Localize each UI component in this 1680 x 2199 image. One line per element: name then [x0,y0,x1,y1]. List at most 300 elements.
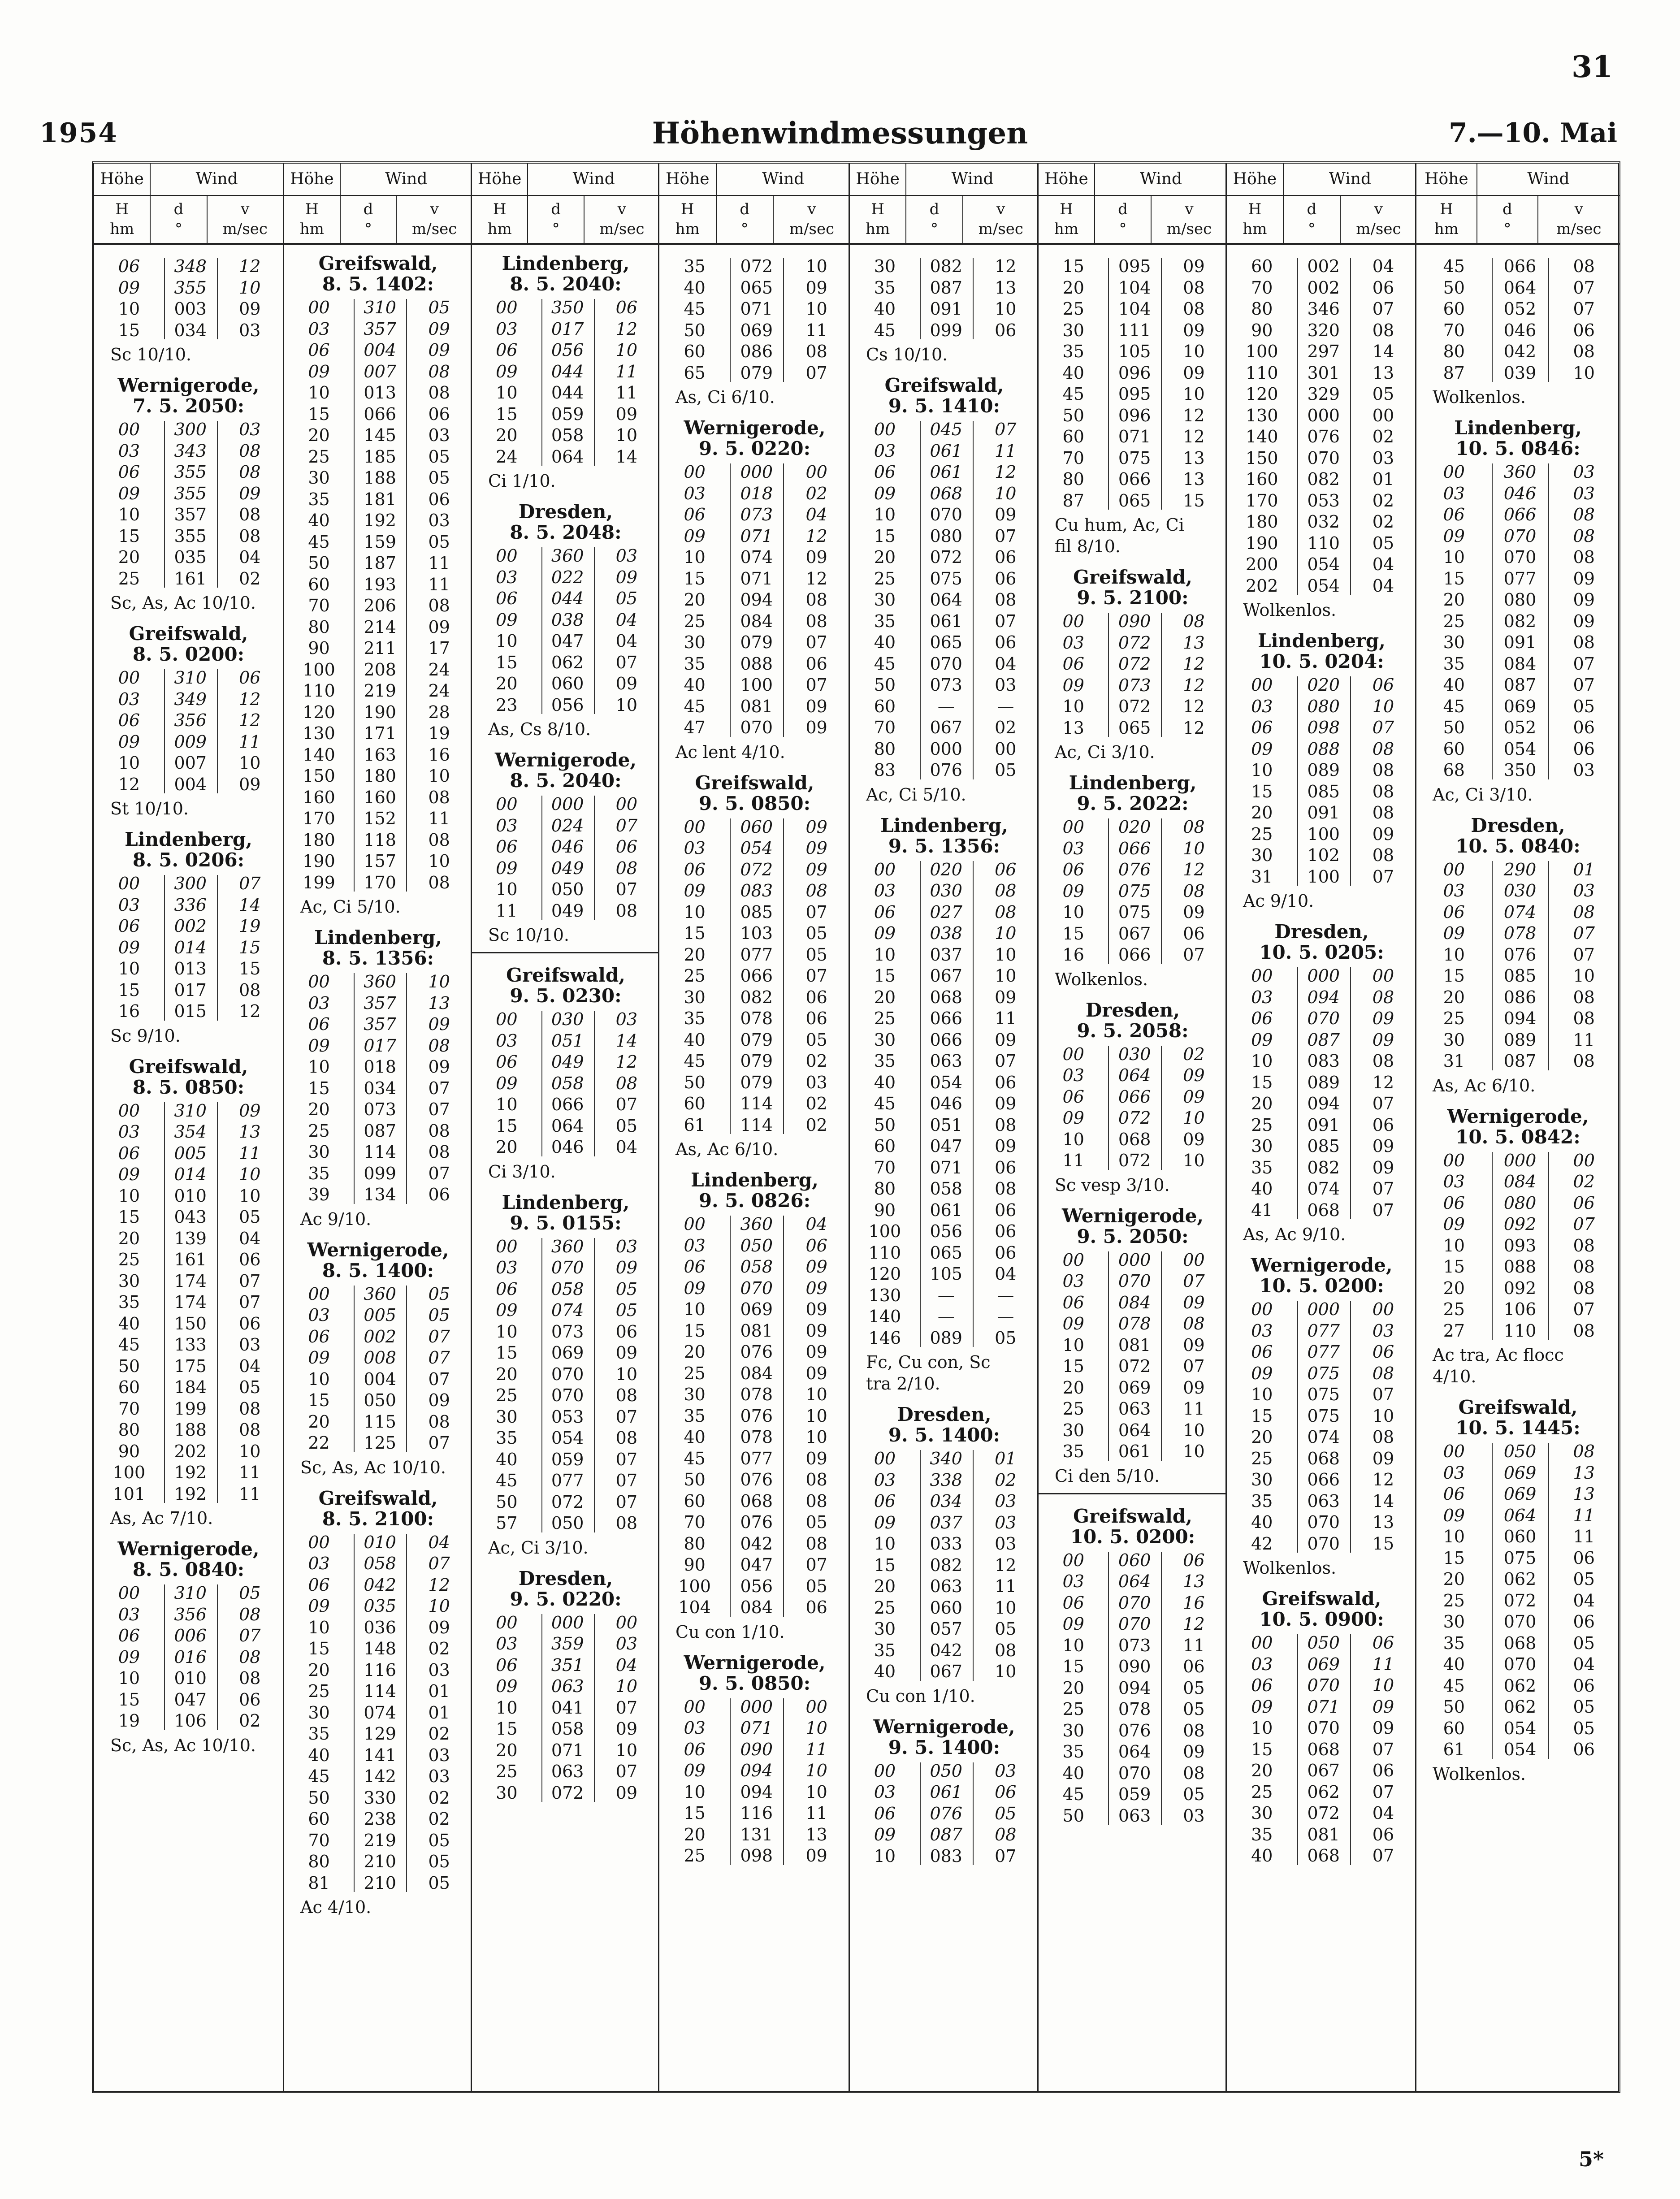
direction-value: 066 [364,404,396,424]
speed-value: 03 [995,1534,1017,1554]
direction-value: 082 [930,256,962,276]
measurement-row [1227,576,1416,597]
speed-value: 09 [805,859,827,879]
height-value: 09 [496,1073,518,1093]
station-block [94,623,283,819]
measurement-rows [1416,1150,1619,1342]
measurement-row [850,256,1039,277]
measurement-row [94,1420,283,1441]
speed-value: 08 [1372,739,1394,759]
height-value: 20 [496,674,518,693]
speed-value: 05 [805,1576,827,1596]
direction-value: 301 [1307,363,1340,383]
speed-value: 13 [995,277,1017,298]
direction-value: 077 [1503,568,1537,589]
measurement-row [94,1334,283,1356]
measurement-row [1039,1635,1227,1657]
height-value: 06 [118,1143,140,1163]
station-date-time: 9. 5. 2100: [1077,587,1189,609]
direction-value: 065 [740,277,773,298]
unit-symbol: H [115,200,129,218]
height-value: 30 [1251,845,1273,865]
direction-value: 075 [1118,881,1151,901]
measurement-row [659,1760,850,1782]
direction-value: 106 [174,1711,207,1731]
speed-value: 00 [615,1612,638,1632]
direction-value: 079 [740,632,773,652]
direction-value: 094 [740,1761,773,1780]
measurement-row [1039,256,1227,277]
direction-value: 015 [174,1001,207,1021]
height-value: 09 [496,361,518,381]
speed-value: 02 [805,1051,827,1071]
measurement-row [1416,1171,1619,1193]
height-value: 110 [1245,363,1278,383]
speed-value: 11 [805,320,827,340]
direction-value: 070 [1118,1763,1151,1783]
height-value: 03 [1443,881,1465,900]
unit-header [151,195,207,245]
column-header [284,164,472,245]
measurement-row [284,1532,472,1554]
direction-value: 030 [1118,1044,1151,1064]
height-value: 06 [496,340,518,360]
station-title [472,1568,659,1610]
direction-value: 047 [740,1555,773,1575]
column-body [1039,253,1227,1836]
speed-value: 03 [239,1335,261,1355]
measurement-row [1039,490,1227,512]
speed-value: 04 [995,654,1017,674]
measurement-row [284,510,472,532]
direction-value: 163 [364,745,396,765]
measurement-row [1039,1377,1227,1399]
direction-value: 082 [1307,469,1340,489]
measurement-row [1039,944,1227,966]
speed-value: 09 [1372,1157,1394,1177]
speed-value: 09 [1183,1065,1205,1085]
table-column [1225,164,1416,2091]
height-value: 06 [874,1803,896,1823]
direction-value: 142 [364,1766,396,1786]
direction-value: 054 [1503,1740,1537,1759]
measurement-row [284,1163,472,1185]
direction-value: 000 [1307,966,1340,986]
direction-value: 072 [1118,697,1151,716]
height-value: 03 [118,895,140,915]
measurement-row [284,702,472,723]
station-block [1227,256,1416,621]
measurement-row [94,568,283,590]
wind-header: Wind [1329,170,1371,188]
cloud-note: Sc vesp 3/10. [1055,1175,1170,1195]
direction-value: 072 [1118,1108,1151,1128]
direction-value: 054 [1503,1718,1537,1738]
height-value: 45 [1062,384,1084,404]
direction-value: 161 [174,1250,207,1269]
measurement-row [659,632,850,654]
speed-value: 05 [1372,533,1394,553]
measurement-row [1227,1299,1416,1320]
direction-value: 072 [1118,1356,1151,1376]
station-date-time: 10. 5. 0200: [1070,1525,1195,1548]
height-value: 06 [496,1052,518,1072]
measurement-row [1039,1699,1227,1720]
height-value: 40 [308,511,330,530]
direction-value: 077 [551,1471,584,1490]
height-value: 30 [496,1783,518,1803]
direction-value: 000 [551,1612,584,1632]
cloud-note: St 10/10. [110,799,189,818]
speed-value: 14 [615,1030,638,1051]
height-value: 06 [1062,860,1084,879]
measurement-row [1227,1320,1416,1342]
height-value: 40 [1251,1179,1273,1199]
height-header: Höhe [659,164,717,195]
speed-value: 10 [239,1186,261,1206]
direction-value: 329 [1307,384,1340,404]
speed-value: 10 [805,1427,827,1447]
height-value: 70 [874,1157,896,1177]
direction-value: 047 [174,1689,207,1710]
station-date-time: 8. 5. 2048: [510,521,622,543]
speed-value: 08 [428,1121,450,1141]
measurement-row [1227,490,1416,512]
direction-value: 017 [551,319,584,339]
direction-value: 063 [1118,1805,1151,1826]
height-value: 25 [684,1846,706,1866]
wind-header: Wind [385,170,428,188]
speed-value: 08 [615,1073,638,1093]
direction-value: 088 [1307,739,1340,759]
height-value: 30 [308,468,330,488]
station-title [472,253,659,294]
measurement-rows [472,794,659,922]
speed-value: 03 [239,420,261,439]
direction-value: 141 [364,1745,396,1765]
height-value: 190 [1245,533,1278,553]
height-value: 06 [1251,1675,1273,1695]
direction-value: 100 [740,675,773,695]
direction-value: 063 [930,1051,962,1071]
unit-header [284,195,341,245]
height-value: 09 [1443,526,1465,546]
measurement-row [284,1078,472,1100]
measurement-row [1039,426,1227,448]
height-value: 45 [496,1471,518,1490]
direction-value: 064 [1118,1742,1151,1762]
height-value: 90 [118,1441,140,1461]
height-value: 06 [1251,718,1273,737]
height-value: 35 [1251,1824,1273,1844]
direction-value: 070 [1307,1718,1340,1738]
direction-value: 084 [740,611,773,631]
height-value: 09 [308,361,330,381]
height-value: 30 [1251,1136,1273,1156]
speed-value: 06 [1183,1657,1205,1676]
height-value: 50 [496,1492,518,1512]
measurement-row [1039,1292,1227,1314]
direction-value: 074 [1503,902,1537,922]
station-block [284,253,472,918]
measurement-row [284,1305,472,1326]
speed-value: 07 [1573,944,1595,965]
direction-value: 067 [930,718,962,737]
height-value: 190 [303,851,335,871]
measurement-row [1039,277,1227,299]
speed-value: 09 [1573,611,1595,631]
measurement-row [284,1284,472,1305]
height-value: 50 [874,675,896,695]
speed-value: 05 [1573,1633,1595,1653]
station-block [1416,1397,1619,1785]
direction-value: 336 [174,895,207,915]
height-value: 40 [874,299,896,319]
measurement-row [94,1647,283,1668]
speed-value: 10 [995,923,1017,943]
measurement-row [1416,880,1619,902]
direction-value: 070 [1503,547,1537,567]
speed-value: 13 [805,1824,827,1844]
direction-value: 129 [364,1724,396,1744]
height-value: 15 [1251,1072,1273,1092]
direction-value: 063 [551,1762,584,1781]
height-value: 70 [1062,448,1084,468]
direction-value: 320 [1307,320,1340,340]
station-block [850,1717,1039,1867]
station-date-time: 9. 5. 0155: [510,1212,622,1234]
height-value: 12 [118,774,140,794]
unit-label: hm [675,220,700,238]
cloud-note: As, Ac 9/10. [1243,1225,1346,1244]
station-date-time: 9. 5. 2058: [1077,1019,1189,1042]
speed-value: 07 [615,879,638,899]
height-value: 00 [118,420,140,439]
measurement-row [1227,781,1416,803]
direction-value: 064 [1118,1065,1151,1085]
speed-value: 07 [615,1471,638,1490]
height-value: 09 [308,1348,330,1368]
speed-value: 05 [428,468,450,488]
speed-value: 08 [805,881,827,900]
station-date-time: 8. 5. 0840: [132,1558,245,1580]
direction-value: 076 [1118,860,1151,879]
height-value: 15 [118,320,140,340]
speed-value: 08 [428,872,450,892]
height-value: 130 [303,723,335,743]
direction-value: 356 [174,710,207,730]
direction-value: 052 [1503,299,1537,319]
speed-value: 08 [239,1398,261,1419]
height-value: 20 [308,1100,330,1119]
direction-value: 070 [1118,1614,1151,1634]
station-date-time: 9. 5. 1400: [888,1424,1000,1446]
measurement-row [94,710,283,732]
measurement-row [659,817,850,838]
height-value: 35 [1251,1491,1273,1511]
direction-value: 083 [740,881,773,900]
direction-value: 079 [740,1072,773,1092]
speed-value: 07 [615,1492,638,1512]
direction-value: 063 [930,1576,962,1596]
cloud-note: Sc, As, Ac 10/10. [110,593,256,613]
direction-value: 094 [1307,987,1340,1007]
wind-header: Wind [762,170,805,188]
measurement-row [1227,802,1416,824]
measurement-row [1416,965,1619,987]
direction-value: 074 [551,1300,584,1320]
measurement-row [659,1235,850,1257]
height-value: 60 [308,1809,330,1829]
speed-value: 12 [1183,675,1205,695]
speed-value: 03 [1573,760,1595,780]
speed-value: 09 [1183,256,1205,276]
direction-value: 064 [551,1116,584,1136]
speed-value: 08 [1573,902,1595,922]
speed-value: 09 [805,1363,827,1383]
direction-value: 070 [1503,1612,1537,1632]
measurement-row [472,1236,659,1258]
measurement-row [1416,1697,1619,1718]
speed-value: 08 [1573,1257,1595,1277]
height-value: 30 [308,1702,330,1723]
speed-value: 06 [1183,923,1205,944]
measurement-row [1416,462,1619,483]
height-value: 00 [118,1583,140,1603]
measurement-row [659,1320,850,1342]
unit-header [774,195,850,245]
measurement-row [472,1513,659,1534]
speed-value: 10 [1573,966,1595,986]
station-name: Greifswald, [884,374,1004,396]
direction-value: 115 [364,1411,396,1432]
measurement-row [659,1051,850,1072]
direction-value: 044 [551,589,584,608]
direction-value: 114 [364,1142,396,1162]
direction-value: 076 [740,1512,773,1532]
height-value: 09 [874,1825,896,1844]
direction-value: 075 [1307,1385,1340,1404]
measurement-rows [472,1009,659,1158]
cloud-note: Ac, Ci 5/10. [300,897,401,917]
measurement-row [284,680,472,702]
measurement-row [850,1619,1039,1640]
measurement-row [1039,859,1227,881]
table-column [283,164,472,2091]
measurement-row [284,745,472,766]
station-title [1416,1106,1619,1147]
speed-value: 13 [1573,1484,1595,1504]
measurement-row [659,987,850,1009]
speed-value: 06 [995,1221,1017,1241]
station-date-time: 10. 5. 0840: [1455,835,1580,857]
measurement-row [850,1136,1039,1157]
station-title [284,1240,472,1281]
measurement-row [1227,845,1416,866]
direction-value: 083 [930,1846,962,1866]
station-title [472,965,659,1006]
height-value: 25 [874,1597,896,1618]
direction-value: 193 [364,574,396,594]
direction-value: 090 [1118,611,1151,631]
measurement-row [850,589,1039,611]
direction-value: 060 [740,817,773,837]
direction-value: 068 [1307,1200,1340,1220]
direction-value: — [937,696,955,716]
unit-label: ° [930,220,938,238]
height-value: 03 [308,1305,330,1325]
height-value: 10 [874,1846,896,1866]
direction-value: 082 [1503,611,1537,631]
speed-value: 07 [805,632,827,652]
height-value: 09 [1251,1030,1273,1050]
height-value: 170 [303,809,335,828]
measurement-row [284,1099,472,1121]
speed-value: 08 [1573,526,1595,546]
unit-header [472,195,528,245]
speed-value: 08 [805,1470,827,1489]
measurement-row [472,652,659,674]
measurement-row [284,1745,472,1766]
station-block [1039,1000,1227,1196]
direction-value: 208 [364,659,396,680]
height-value: 146 [868,1328,901,1348]
measurement-row [472,1300,659,1321]
speed-value: 08 [428,787,450,807]
speed-value: 07 [428,1326,450,1346]
height-value: 24 [496,446,518,467]
direction-value: 073 [740,505,773,524]
unit-header [341,195,397,245]
height-value: 00 [496,1236,518,1256]
measurement-row [284,425,472,446]
direction-value: 034 [930,1491,962,1511]
measurement-row [850,611,1039,632]
measurement-row [1416,320,1619,342]
height-value: 00 [1443,462,1465,482]
speed-value: 08 [1573,1320,1595,1341]
measurement-row [94,1462,283,1484]
height-value: 110 [303,681,335,701]
unit-symbol: H [1248,200,1262,218]
speed-value: 09 [428,340,450,360]
page-footnote: 5* [1578,2147,1604,2171]
speed-value: 10 [615,1364,638,1384]
speed-value: 02 [428,1809,450,1829]
speed-value: 10 [1183,838,1205,858]
measurement-row [1416,1739,1619,1761]
speed-value: 07 [1573,1299,1595,1319]
measurement-row [850,654,1039,675]
direction-value: 064 [1118,1571,1151,1591]
height-value: 25 [308,1121,330,1141]
height-value: 15 [1443,966,1465,986]
station-block [472,750,659,953]
page-number: 31 [1572,49,1613,84]
station-block [850,375,1039,805]
height-value: 06 [1062,1087,1084,1107]
height-value: 06 [496,837,518,857]
speed-value: 09 [1372,1718,1394,1738]
speed-value: 09 [995,1094,1017,1113]
speed-value: 10 [995,1597,1017,1618]
station-block [1039,773,1227,990]
measurement-row [284,1553,472,1575]
height-value: 90 [1251,320,1273,340]
speed-value: 07 [805,1555,827,1575]
measurement-row [1416,1214,1619,1235]
speed-value: 04 [428,1532,450,1552]
